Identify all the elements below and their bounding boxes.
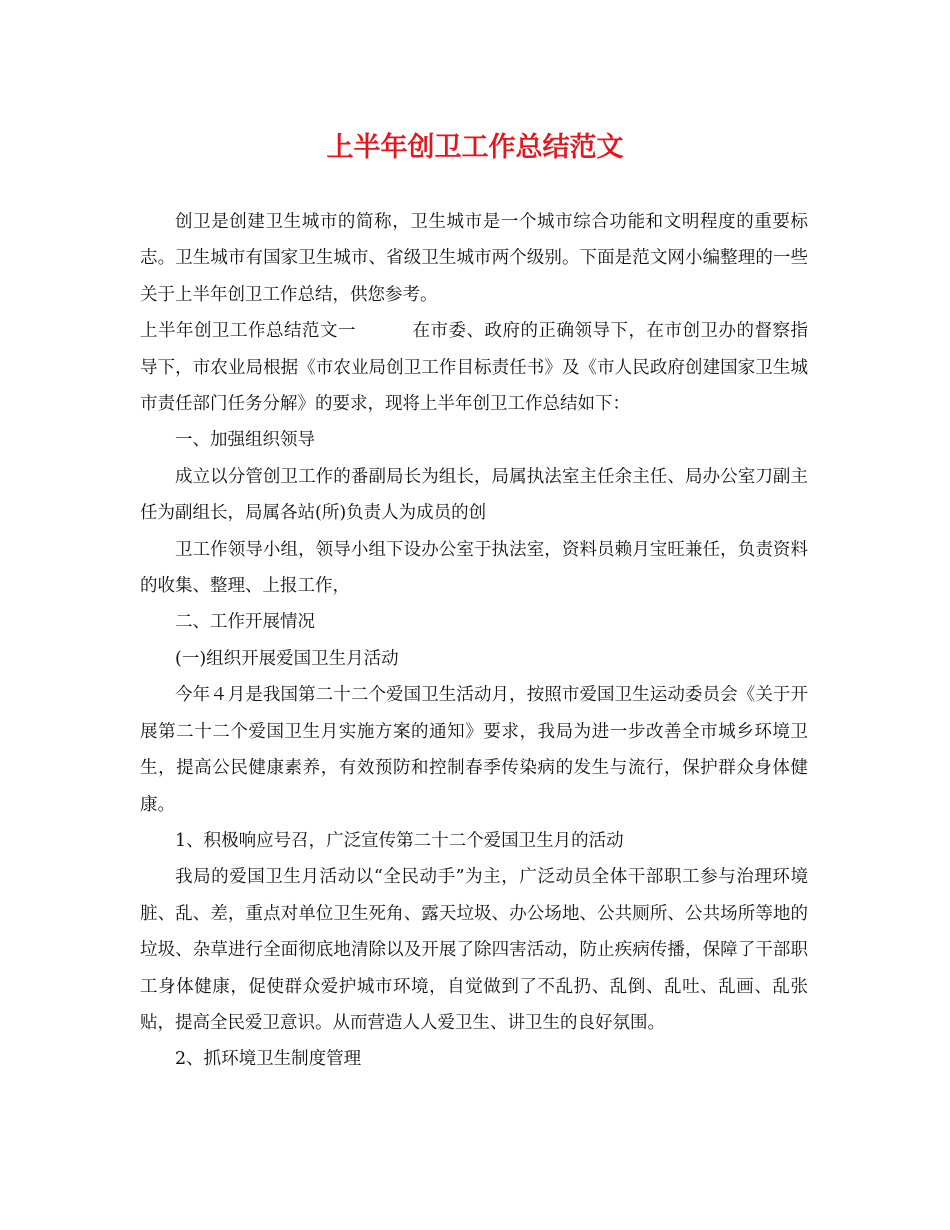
section1-paragraph-2: 卫工作领导小组，领导小组下设办公室于执法室，资料员赖月宝旺兼任，负责资料的收集、整理、上报工作， (140, 539, 808, 597)
subsection1-paragraph: 今年４月是我国第二十二个爱国卫生活动月，按照市爱国卫生运动委员会《关于开展第二十二个爱国卫生月实施方案的通知》要求，我局为进一步改善全市城乡环境卫生，提高公民健康素养，有效预防和控制春季传染病的发生与流行，保护群众身体健康。 (140, 685, 808, 815)
sample-opening: 在市委、政府的正确领导下，在市创卫办的督察指导下，市农业局根据《市农业局创卫工作目标责任书》及《市人民政府创建国家卫生城市责任部门任务分解》的要求，现将上半年创卫工作总结如下： (140, 321, 808, 415)
sample-paragraph (140, 313, 808, 422)
document-body (140, 204, 808, 1078)
item1-heading: 1、积极响应号召，广泛宣传第二十二个爱国卫生月的活动 (175, 830, 624, 851)
sample-heading: 上半年创卫工作总结范文一 (140, 321, 356, 342)
item1-paragraph: 我局的爱国卫生月活动以“全民动手”为主，广泛动员全体干部职工参与治理环境脏、乱、差，重点对单位卫生死角、露天垃圾、办公场地、公共厕所、公共场所等地的垃圾、杂草进行全面彻底地清除以及开展了除四害活动，防止疾病传播，保障了干部职工身体健康，促使群众爱护城市环境，自觉做到了不乱扔、乱倒、乱吐、乱画、乱张贴，提高全民爱卫意识。从而营造人人爱卫生、讲卫生的良好氛围。 (140, 867, 808, 1033)
item2-heading: 2、抓环境卫生制度管理 (175, 1049, 362, 1070)
section1-heading: 一、加强组织领导 (175, 430, 315, 451)
subsection1-heading: (一)组织开展爱国卫生月活动 (175, 648, 399, 669)
section1-paragraph-1: 成立以分管创卫工作的番副局长为组长，局属执法室主任余主任、局办公室刀副主任为副组长，局属各站(所)负责人为成员的创 (140, 466, 808, 524)
document-title: 上半年创卫工作总结范文 (326, 132, 624, 163)
intro-paragraph: 创卫是创建卫生城市的简称，卫生城市是一个城市综合功能和文明程度的重要标志。卫生城市有国家卫生城市、省级卫生城市两个级别。下面是范文网小编整理的一些关于上半年创卫工作总结，供您参考。 (140, 212, 808, 305)
section2-heading: 二、工作开展情况 (175, 612, 315, 633)
